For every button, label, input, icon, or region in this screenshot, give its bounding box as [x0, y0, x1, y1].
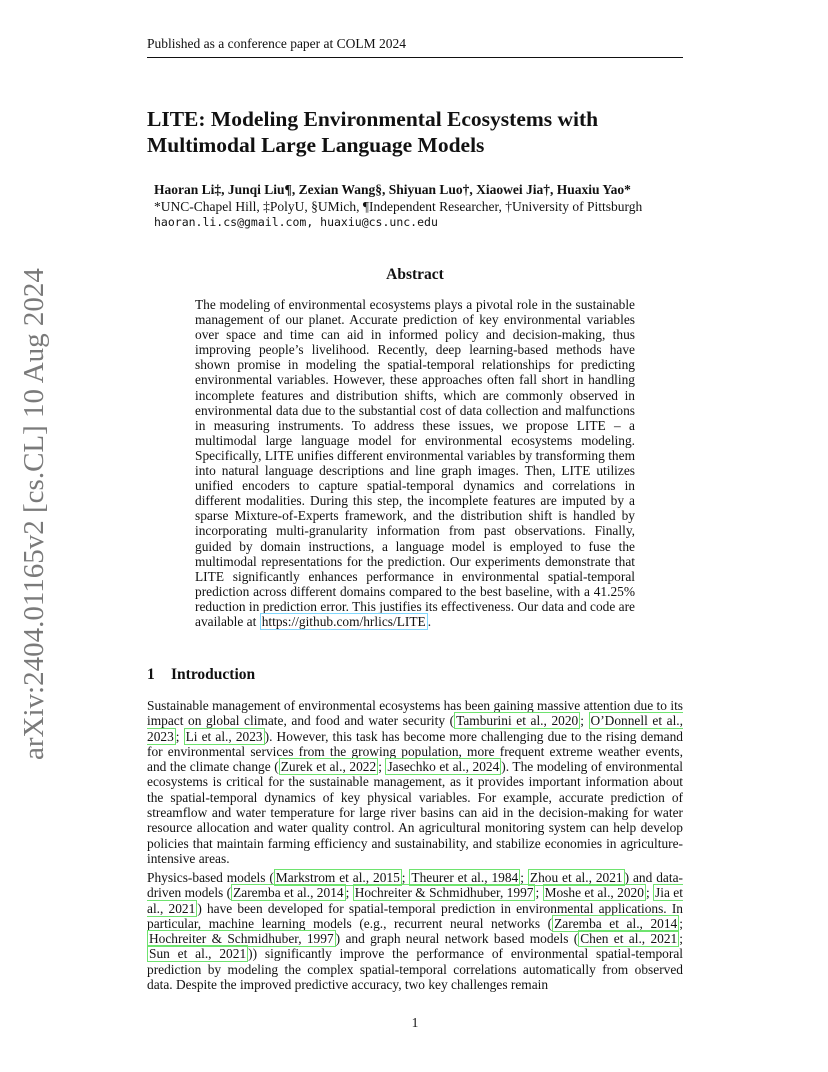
citation-link[interactable]: Jia et al., 2021: [147, 885, 683, 916]
abstract-body: [195, 297, 635, 629]
citation-link[interactable]: Tamburini et al., 2020: [456, 713, 579, 729]
text-span: Sustainable management of environmental ecosystems has been gaining massive attention due to its impact on global climate, and food and water security (: [147, 698, 683, 729]
citation-link[interactable]: Zhou et al., 2021: [529, 870, 623, 885]
abstract-text: The modeling of environmental ecosystems plays a pivotal role in the sustainable management of our planet. Accurate prediction of key environmental variables over space and time can aid in informed policy and decision-making, thus improving people’s livelihood. Recently, deep learning-based methods have shown promise in modeling the spatial-temporal relationships for predicting environmental variables. However, these approaches often fall short in handling incomplete features and distribution shifts, which are commonly observed in environmental data due to the substantial cost of data collection and malfunctions in measuring instruments. To address these issues, we propose LITE – a multimodal large language model for environmental ecosystems modeling. Specifically, LITE unifies different environmental variables by transforming them into natural language descriptions and line graph images. Then, LITE utilizes unified encoders to capture spatial-temporal dynamics and correlations in different modalities. During this step, the incomplete features are imputed by a sparse Mixture-of-Experts framework, and the distribution shift is handled by incorporating multi-granularity information from past observations. Finally, guided by domain instructions, a language model is employed to fuse the multimodal representations for the prediction. Our experiments demonstrate that LITE significantly enhances performance in environmental spatial-temporal prediction across different domains compared to the best baseline, with a 41.25% reduction in prediction error. This justifies its effectiveness. Our data and code are available at: [195, 297, 635, 629]
text-span: ;: [679, 915, 683, 931]
text-span: ;: [580, 713, 589, 729]
text-span: ;: [520, 870, 528, 885]
code-link[interactable]: https://github.com/hrlics/LITE: [261, 613, 426, 629]
text-span: )) significantly improve the performance of environmental spatial-temporal prediction by modeling the complex spatial-temporal correlations automatically from observed data. Despite the improved predictive accuracy, two key challenges remain: [147, 946, 684, 993]
text-span: ;: [645, 885, 654, 901]
text-span: ;: [401, 870, 410, 885]
arxiv-identifier: arXiv:2404.01165v2 [cs.CL] 10 Aug 2024: [18, 268, 50, 760]
paper-title: LITE: Modeling Environmental Ecosystems with Multimodal Large Language Models: [147, 107, 599, 157]
citation-link[interactable]: Jasechko et al., 2024: [387, 759, 500, 775]
affiliations: *UNC-Chapel Hill, ‡PolyU, §UMich, ¶Independent Researcher, †University of Pittsburgh: [154, 199, 643, 214]
text-span: ;: [535, 885, 543, 901]
citation-link[interactable]: Chen et al., 2021: [580, 931, 678, 947]
text-span: ;: [679, 931, 683, 947]
text-span: ;: [378, 759, 386, 775]
author-emails: haoran.li.cs@gmail.com, huaxiu@cs.unc.edu: [154, 215, 438, 229]
citation-link[interactable]: Hochreiter & Schmidhuber, 1997: [149, 931, 334, 947]
section-number: 1: [147, 666, 155, 683]
citation-link[interactable]: Sun et al., 2021: [149, 946, 247, 962]
citation-link[interactable]: Zurek et al., 2022: [280, 759, 377, 775]
citation-link[interactable]: Theurer et al., 1984: [411, 870, 519, 885]
text-span: ) and data-driven models (: [147, 870, 683, 901]
abstract-heading: Abstract: [386, 266, 444, 283]
text-span: ;: [345, 885, 353, 901]
section-title: Introduction: [171, 666, 256, 683]
text-span: Physics-based models (: [147, 870, 274, 885]
running-header: [147, 36, 683, 58]
text-span: ) have been developed for spatial-temporal prediction in environmental applications. In particular, machine learning models (e.g., recurrent neural networks (: [147, 900, 683, 931]
text-span: ). The modeling of environmental ecosystems is critical for the sustainable management, as it provides important information about the spatial-temporal dynamics of key physical variables. For example, accurate prediction of streamflow and water temperature for large river basins can aid in the decision-making for water resource allocation and water quality control. An agricultural monitoring system can help develop policies that maintain farming efficiency and sustainability, and stabilize economies in agriculture-intensive areas.: [147, 759, 683, 866]
abstract-end: .: [427, 613, 432, 629]
text-span: ;: [175, 728, 184, 744]
citation-link[interactable]: Moshe et al., 2020: [544, 885, 644, 901]
intro-paragraph-2: [147, 870, 683, 992]
intro-paragraph-1: [147, 698, 683, 866]
citation-link[interactable]: Hochreiter & Schmidhuber, 1997: [354, 885, 534, 901]
venue-text: Published as a conference paper at COLM 2024: [147, 36, 407, 51]
citation-link[interactable]: Zaremba et al., 2014: [554, 915, 678, 931]
citation-link[interactable]: Zaremba et al., 2014: [233, 885, 344, 901]
citation-link[interactable]: Li et al., 2023: [185, 728, 263, 744]
text-span: ). However, this task has become more challenging due to the rising demand for environmental services from the growing population, more frequent extreme weather events, and the climate change (: [147, 728, 683, 775]
text-span: ) and graph neural network based models (: [335, 931, 579, 947]
citation-link[interactable]: O’Donnell et al., 2023: [147, 713, 684, 744]
citation-link[interactable]: Markstrom et al., 2015: [275, 870, 400, 885]
page-number: 1: [411, 1015, 419, 1030]
section-heading-introduction: [147, 666, 683, 684]
author-list: Haoran Li‡, Junqi Liu¶, Zexian Wang§, Shiyuan Luo†, Xiaowei Jia†, Huaxiu Yao*: [154, 182, 631, 197]
